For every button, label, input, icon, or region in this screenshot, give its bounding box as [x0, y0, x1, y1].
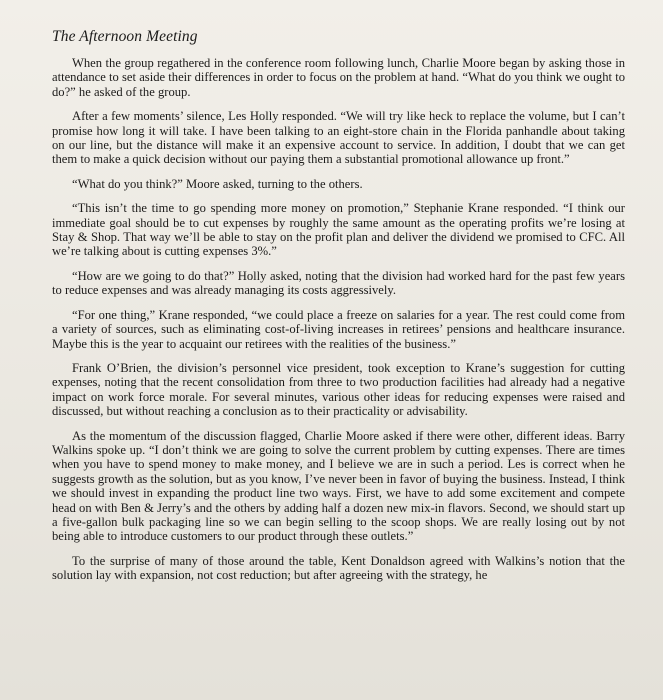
paragraph-3: “What do you think?” Moore asked, turning to the others. — [72, 176, 363, 191]
paragraph-1: When the group regathered in the conference room following lunch, Charlie Moore began by asking those in attendance to set aside their differences in order to focus on the problem at hand. “What do you think we ought to do?” he asked of the group. — [52, 56, 625, 99]
paragraph-7: Frank O’Brien, the division’s personnel vice president, took exception to Krane’s suggestion for cutting expenses, noting that the recent consolidation from three to two production facilities had already had a negative impact on work force morale. For several minutes, various other ideas for reducing expenses were raised and discussed, but without reaching a conclusion as to their practicality or advisability. — [52, 360, 625, 419]
paragraph-6: “For one thing,” Krane responded, “we could place a freeze on salaries for a year. The rest could come from a variety of sources, such as eliminating cost-of-living increases in retirees’ pensions and healthcare insurance. Maybe this is the year to acquaint our retirees with the realities of the business.” — [52, 307, 625, 351]
paragraph-2: After a few moments’ silence, Les Holly responded. “We will try like heck to replace the volume, but I can’t promise how long it will take. I have been talking to an eight-store chain in the Florida panhandle about taking on our line, but the distance will make it an expensive account to service. In addition, I doubt that we can get them to make a quick decision without our paying them a substantial promotional allowance up front.” — [52, 109, 625, 167]
paragraph-9: To the surprise of many of those around the table, Kent Donaldson agreed with Walkins’s notion that the solution lay with expansion, not cost reduction; but after agreeing with the strategy, he — [52, 553, 625, 583]
paragraph-4: “This isn’t the time to go spending more money on promotion,” Stephanie Krane responded. “I think our immediate goal should be to cut expenses by roughly the same amount as the operating profits we’re losing at Stay & Shop. That way we’ll be able to stay on the profit plan and deliver the dividend we promised to CFC. All we’re talking about is cutting expenses 3%.” — [52, 201, 625, 259]
paragraph-5: “How are we going to do that?” Holly asked, noting that the division had worked hard for the past few years to reduce expenses and was already managing its costs aggressively. — [52, 268, 625, 298]
paragraph-8: As the momentum of the discussion flagged, Charlie Moore asked if there were other, different ideas. Barry Walkins spoke up. “I don’t think we are going to solve the current problem by cutting expenses. There are times when you have to spend money to make money, and I believe we are in such a period. Les is correct when he suggests growth as the solution, but as you know, I’ve never been in favor of buying the business. Instead, I think we should invest in expanding the product line two ways. First, we have to add some excitement and compete head on with Ben & Jerry’s and the others by adding half a dozen new mix-in flavors. Second, we should start up a five-gallon bulk packaging line so we can begin selling to the scoop shops. We are really losing out by not being able to introduce customers to our product through these outlets.” — [52, 428, 625, 544]
section-heading: The Afternoon Meeting — [52, 28, 198, 45]
